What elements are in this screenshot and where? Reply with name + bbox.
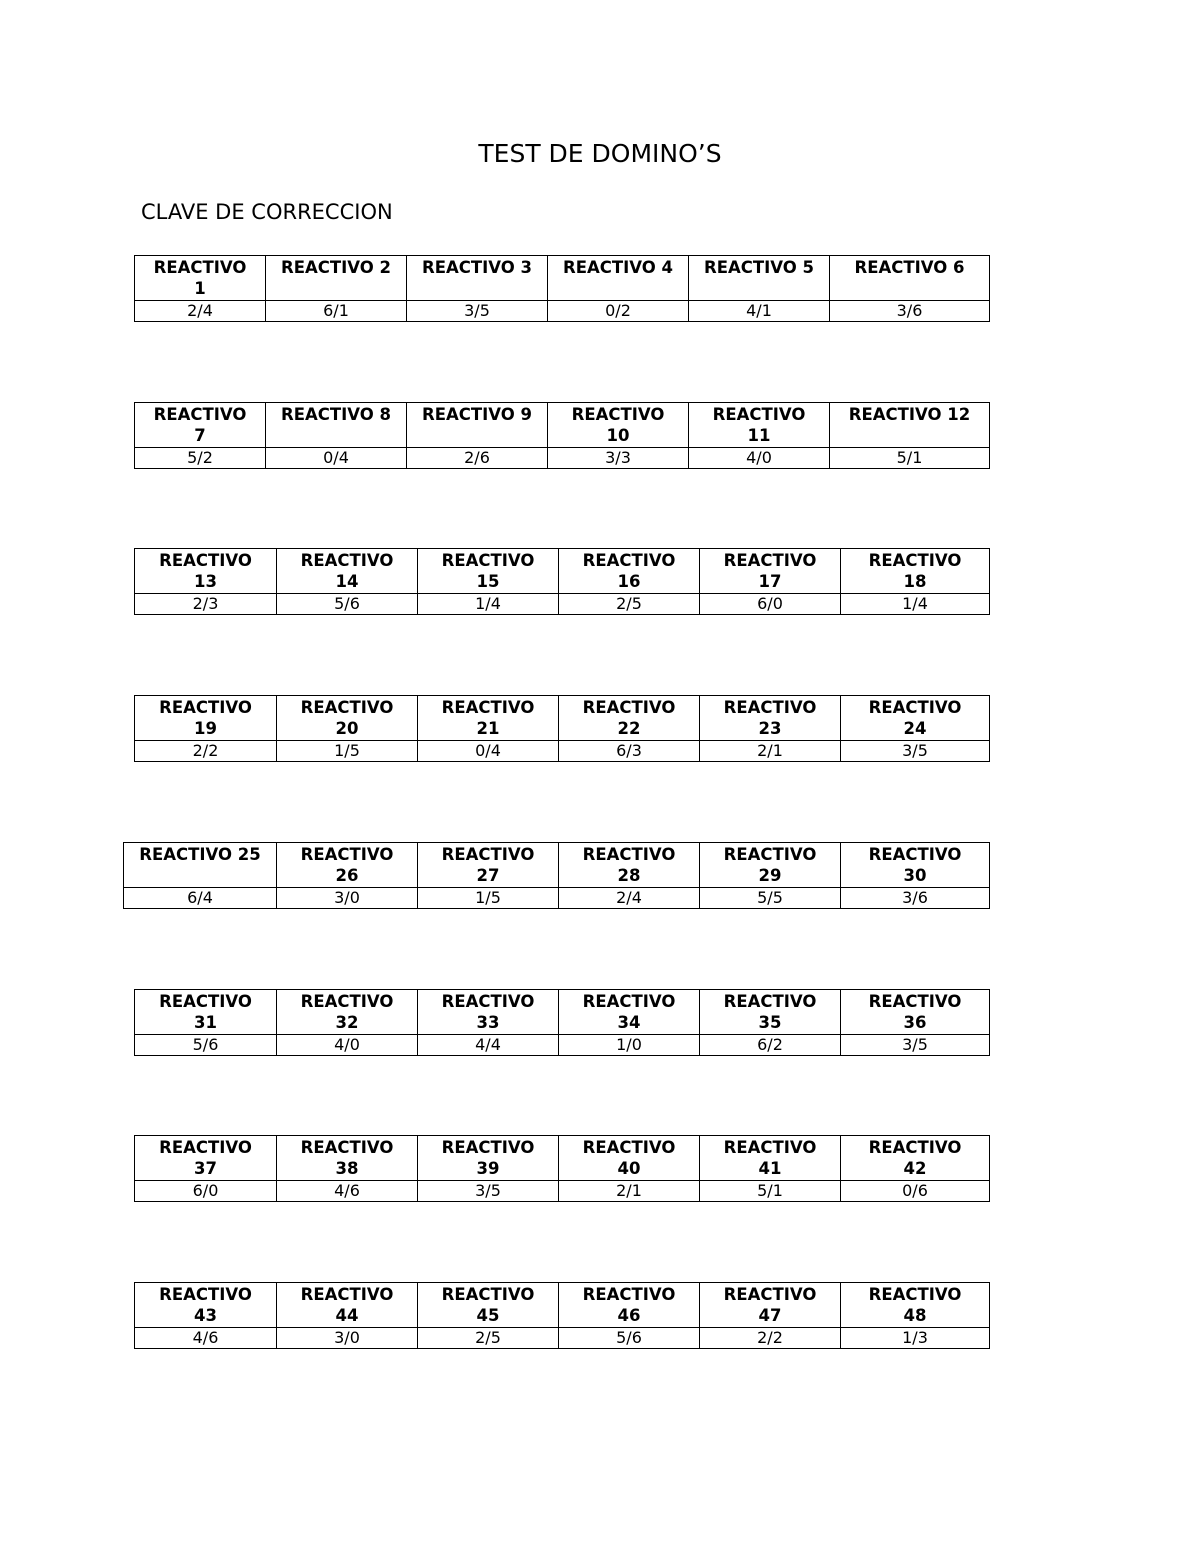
reactivo-header-cell [277,990,418,1035]
reactivo-header-cell [135,403,266,448]
reactivo-number: 22 [617,719,641,738]
reactivo-label: REACTIVO [300,698,394,717]
reactivo-number: 21 [476,719,500,738]
reactivo-label: REACTIVO [300,1285,394,1304]
answer-row [135,1328,990,1349]
section-subtitle: CLAVE DE CORRECCION [141,200,393,224]
reactivo-header-cell [548,403,689,448]
reactivo-header-cell [418,1136,559,1181]
reactivo-number: 27 [476,866,500,885]
answer-cell: 4/6 [135,1328,277,1349]
reactivo-label: REACTIVO 3 [422,258,532,277]
reactivo-label: REACTIVO [582,992,676,1011]
reactivo-label: REACTIVO [441,845,535,864]
reactivo-header-cell [841,549,990,594]
reactivo-header-cell [135,990,277,1035]
reactivo-header-cell [135,549,277,594]
header-row [135,1283,990,1328]
reactivo-header-cell [700,1136,841,1181]
header-row [135,1136,990,1181]
reactivo-number: 16 [617,572,641,591]
reactivo-header-cell [407,256,548,301]
reactivo-header-cell [277,1136,418,1181]
reactivo-number: 23 [758,719,782,738]
answer-cell: 4/0 [277,1035,418,1056]
reactivo-header-cell [559,990,700,1035]
answer-cell: 1/4 [418,594,559,615]
reactivo-header-cell [266,256,407,301]
answer-cell: 6/0 [135,1181,277,1202]
reactivo-label: REACTIVO [712,405,806,424]
reactivo-header-cell [830,256,990,301]
header-row [124,843,990,888]
reactivo-number: 15 [476,572,500,591]
reactivo-number: 40 [617,1159,641,1178]
reactivo-label: REACTIVO 2 [281,258,391,277]
answer-cell: 1/0 [559,1035,700,1056]
answer-cell: 2/2 [700,1328,841,1349]
answer-key-table [134,1135,990,1202]
reactivo-label: REACTIVO [300,1138,394,1157]
answer-cell: 3/5 [407,301,548,322]
reactivo-label: REACTIVO [868,992,962,1011]
reactivo-header-cell [700,843,841,888]
answer-cell: 5/2 [135,448,266,469]
reactivo-label: REACTIVO [582,1138,676,1157]
reactivo-label: REACTIVO [441,992,535,1011]
answer-cell: 5/1 [700,1181,841,1202]
answer-cell: 3/0 [277,888,418,909]
answer-cell: 4/0 [689,448,830,469]
answer-key-table [134,548,990,615]
reactivo-number: 38 [335,1159,359,1178]
reactivo-label: REACTIVO [159,992,252,1011]
reactivo-label: REACTIVO [582,845,676,864]
reactivo-label: REACTIVO [582,698,676,717]
reactivo-number: 42 [903,1159,927,1178]
page-title: TEST DE DOMINO’S [478,139,722,168]
reactivo-number: 46 [617,1306,641,1325]
reactivo-label: REACTIVO 25 [139,845,261,864]
answer-cell: 0/2 [548,301,689,322]
answer-key-table [134,255,990,322]
reactivo-label: REACTIVO [300,845,394,864]
reactivo-label: REACTIVO [723,1285,817,1304]
reactivo-header-cell [700,549,841,594]
answer-cell: 0/6 [841,1181,990,1202]
answer-row [135,1035,990,1056]
reactivo-header-cell [841,990,990,1035]
reactivo-label: REACTIVO [723,551,817,570]
reactivo-header-cell [418,549,559,594]
reactivo-header-cell [277,1283,418,1328]
reactivo-number: 47 [758,1306,782,1325]
reactivo-number: 26 [335,866,359,885]
reactivo-header-cell [277,549,418,594]
answer-cell: 3/5 [841,741,990,762]
reactivo-label: REACTIVO [868,551,962,570]
reactivo-number: 19 [194,719,217,738]
answer-row [135,1181,990,1202]
reactivo-label: REACTIVO 8 [281,405,391,424]
answer-cell: 4/6 [277,1181,418,1202]
answer-cell: 3/6 [830,301,990,322]
reactivo-number: 39 [476,1159,500,1178]
answer-cell: 6/2 [700,1035,841,1056]
reactivo-header-cell [407,403,548,448]
answer-cell: 6/1 [266,301,407,322]
reactivo-header-cell [689,256,830,301]
reactivo-header-cell [135,1283,277,1328]
reactivo-header-cell [841,1136,990,1181]
answer-cell: 3/5 [418,1181,559,1202]
reactivo-number: 44 [335,1306,359,1325]
reactivo-header-cell [418,843,559,888]
answer-row [124,888,990,909]
answer-cell: 3/5 [841,1035,990,1056]
reactivo-label: REACTIVO [441,551,535,570]
reactivo-label: REACTIVO [153,405,247,424]
reactivo-label: REACTIVO [582,551,676,570]
reactivo-number: 41 [758,1159,782,1178]
reactivo-number: 34 [617,1013,641,1032]
reactivo-number: 24 [903,719,927,738]
reactivo-header-cell [559,1136,700,1181]
reactivo-label: REACTIVO [723,698,817,717]
header-row [135,549,990,594]
reactivo-number: 29 [758,866,782,885]
reactivo-number: 36 [903,1013,927,1032]
reactivo-header-cell [277,696,418,741]
reactivo-label: REACTIVO [571,405,665,424]
answer-cell: 6/4 [124,888,277,909]
reactivo-label: REACTIVO [868,845,962,864]
answer-cell: 4/1 [689,301,830,322]
reactivo-number: 43 [194,1306,217,1325]
answer-cell: 1/5 [418,888,559,909]
reactivo-label: REACTIVO 6 [854,258,965,277]
answer-cell: 5/6 [135,1035,277,1056]
reactivo-label: REACTIVO [868,1285,962,1304]
answer-key-table [134,695,990,762]
reactivo-label: REACTIVO [441,1138,535,1157]
answer-cell: 0/4 [418,741,559,762]
answer-cell: 5/6 [277,594,418,615]
reactivo-header-cell [548,256,689,301]
reactivo-header-cell [559,549,700,594]
answer-key-table [134,989,990,1056]
answer-cell: 6/0 [700,594,841,615]
reactivo-number: 32 [335,1013,359,1032]
answer-cell: 1/5 [277,741,418,762]
answer-key-table [123,842,990,909]
reactivo-label: REACTIVO 4 [563,258,673,277]
answer-cell: 2/4 [135,301,266,322]
reactivo-number: 17 [758,572,782,591]
header-row [135,403,990,448]
answer-cell: 5/6 [559,1328,700,1349]
header-row [135,990,990,1035]
reactivo-number: 13 [194,572,217,591]
reactivo-number: 48 [903,1306,927,1325]
reactivo-label: REACTIVO [723,992,817,1011]
answer-cell: 1/4 [841,594,990,615]
reactivo-number: 45 [476,1306,500,1325]
reactivo-header-cell [559,696,700,741]
answer-cell: 6/3 [559,741,700,762]
reactivo-header-cell [418,990,559,1035]
reactivo-header-cell [841,1283,990,1328]
reactivo-header-cell [418,1283,559,1328]
reactivo-header-cell [559,843,700,888]
answer-cell: 5/1 [830,448,990,469]
reactivo-header-cell [700,1283,841,1328]
reactivo-header-cell [277,843,418,888]
reactivo-label: REACTIVO 12 [848,405,971,424]
reactivo-label: REACTIVO [582,1285,676,1304]
reactivo-label: REACTIVO [868,698,962,717]
answer-cell: 2/5 [559,594,700,615]
reactivo-number: 31 [194,1013,217,1032]
reactivo-number: 7 [194,426,206,445]
reactivo-label: REACTIVO [723,845,817,864]
answer-cell: 2/4 [559,888,700,909]
reactivo-number: 18 [903,572,927,591]
reactivo-header-cell [135,696,277,741]
header-row [135,696,990,741]
answer-cell: 3/0 [277,1328,418,1349]
answer-cell: 2/2 [135,741,277,762]
reactivo-label: REACTIVO [153,258,247,277]
reactivo-label: REACTIVO 5 [704,258,814,277]
header-row [135,256,990,301]
reactivo-header-cell [689,403,830,448]
reactivo-header-cell [418,696,559,741]
reactivo-header-cell [135,1136,277,1181]
reactivo-header-cell [841,843,990,888]
reactivo-number: 35 [758,1013,782,1032]
reactivo-label: REACTIVO [441,698,535,717]
answer-key-table [134,1282,990,1349]
reactivo-number: 1 [194,279,206,298]
reactivo-label: REACTIVO [159,551,252,570]
reactivo-label: REACTIVO [300,551,394,570]
answer-row [135,301,990,322]
reactivo-header-cell [841,696,990,741]
answer-cell: 4/4 [418,1035,559,1056]
answer-cell: 0/4 [266,448,407,469]
reactivo-number: 37 [194,1159,217,1178]
reactivo-header-cell [700,696,841,741]
reactivo-number: 11 [747,426,771,445]
reactivo-number: 28 [617,866,641,885]
answer-cell: 1/3 [841,1328,990,1349]
answer-cell: 2/3 [135,594,277,615]
reactivo-label: REACTIVO [159,1138,252,1157]
reactivo-header-cell [559,1283,700,1328]
reactivo-number: 33 [476,1013,500,1032]
reactivo-header-cell [124,843,277,888]
reactivo-label: REACTIVO [300,992,394,1011]
reactivo-header-cell [135,256,266,301]
reactivo-number: 14 [335,572,359,591]
reactivo-number: 10 [606,426,630,445]
reactivo-header-cell [830,403,990,448]
reactivo-label: REACTIVO [868,1138,962,1157]
reactivo-number: 30 [903,866,927,885]
answer-row [135,594,990,615]
answer-row [135,741,990,762]
reactivo-label: REACTIVO 9 [422,405,532,424]
answer-cell: 2/5 [418,1328,559,1349]
reactivo-label: REACTIVO [159,698,252,717]
answer-cell: 2/1 [559,1181,700,1202]
reactivo-label: REACTIVO [159,1285,252,1304]
answer-cell: 3/3 [548,448,689,469]
reactivo-label: REACTIVO [441,1285,535,1304]
reactivo-label: REACTIVO [723,1138,817,1157]
answer-cell: 5/5 [700,888,841,909]
answer-key-table [134,402,990,469]
reactivo-number: 20 [335,719,359,738]
answer-row [135,448,990,469]
reactivo-header-cell [700,990,841,1035]
answer-cell: 2/6 [407,448,548,469]
answer-cell: 2/1 [700,741,841,762]
reactivo-header-cell [266,403,407,448]
answer-cell: 3/6 [841,888,990,909]
